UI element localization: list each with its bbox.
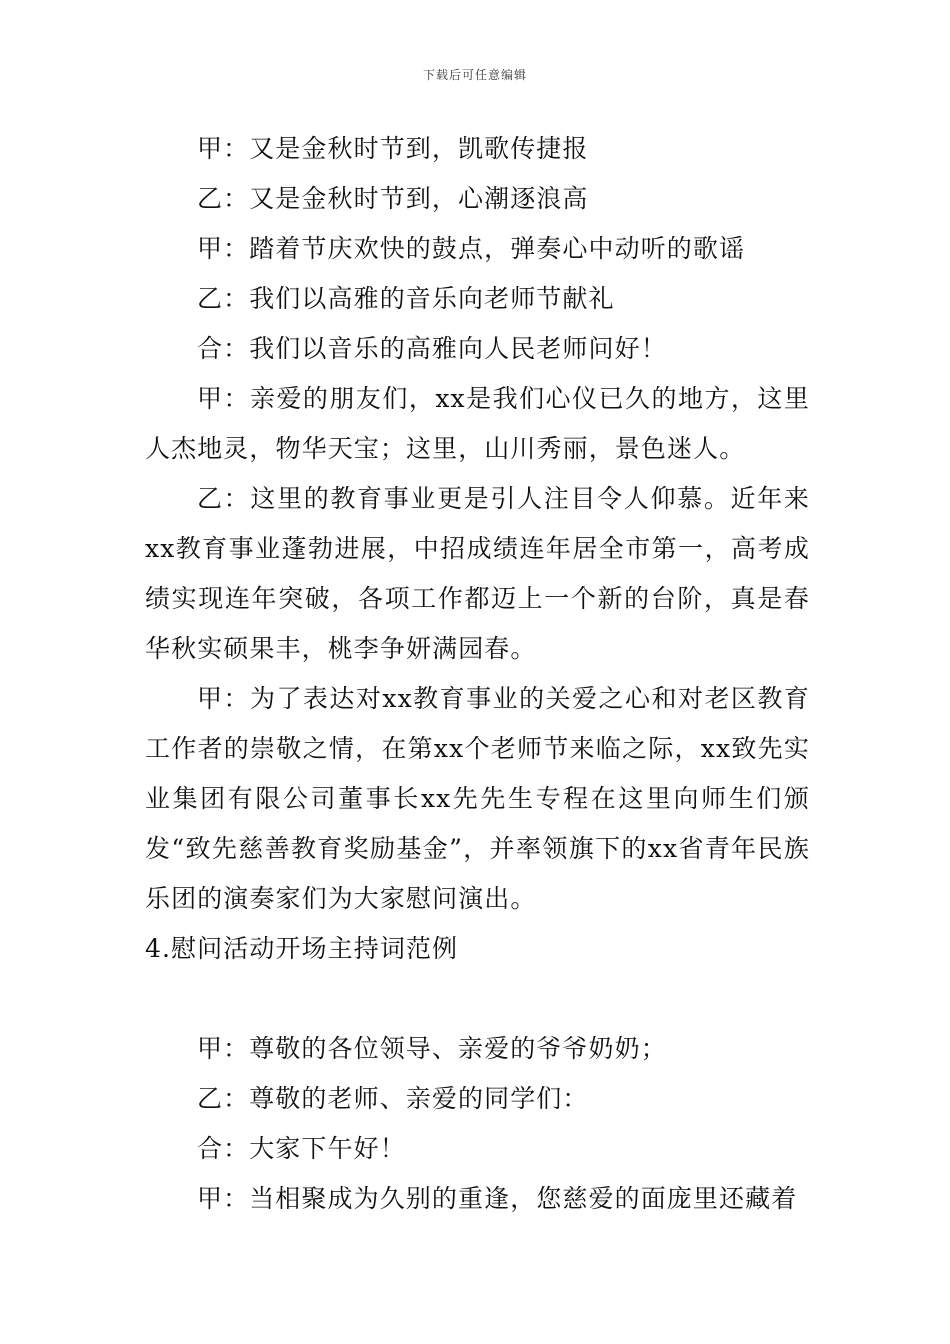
paragraph: 甲：踏着节庆欢快的鼓点，弹奏心中动听的歌谣 xyxy=(197,234,746,263)
paragraph: 乙：尊敬的老师、亲爱的同学们： xyxy=(197,1084,589,1113)
page-header-note: 下载后可任意编辑 xyxy=(422,68,527,82)
paragraph: 甲：当相聚成为久别的重逢，您慈爱的面庞里还藏着 xyxy=(197,1184,798,1213)
paragraph: 合：我们以音乐的高雅向人民老师问好！ xyxy=(197,334,667,363)
section-heading: 4.慰问活动开场主持词范例 xyxy=(145,934,459,963)
paragraph: 甲：亲爱的朋友们，xx是我们心仪已久的地方，这里人杰地灵，物华天宝；这里，山川秀丽，景色迷人。 xyxy=(145,384,810,463)
paragraph: 乙：我们以高雅的音乐向老师节献礼 xyxy=(197,284,615,313)
paragraph: 乙：又是金秋时节到，心潮逐浪高 xyxy=(197,184,589,213)
section-spacer xyxy=(145,974,810,1024)
paragraph: 甲：尊敬的各位领导、亲爱的爷爷奶奶； xyxy=(197,1034,667,1063)
paragraph: 合：大家下午好！ xyxy=(197,1134,406,1163)
paragraph: 甲：又是金秋时节到，凯歌传捷报 xyxy=(197,134,589,163)
paragraph: 甲：为了表达对xx教育事业的关爱之心和对老区教育工作者的崇敬之情，在第xx个老师节来临之际，xx致先实业集团有限公司董事长xx先先生专程在这里向师生们颁发“致先慈善教育奖励基金”，并率领旗下的xx省青年民族乐团的演奏家们为大家慰问演出。 xyxy=(145,684,810,913)
document-body xyxy=(145,124,810,1224)
paragraph: 乙：这里的教育事业更是引人注目令人仰慕。近年来xx教育事业蓬勃进展，中招成绩连年居全市第一，高考成绩实现连年突破，各项工作都迈上一个新的台阶，真是春华秋实硕果丰，桃李争妍满园春。 xyxy=(145,484,810,663)
